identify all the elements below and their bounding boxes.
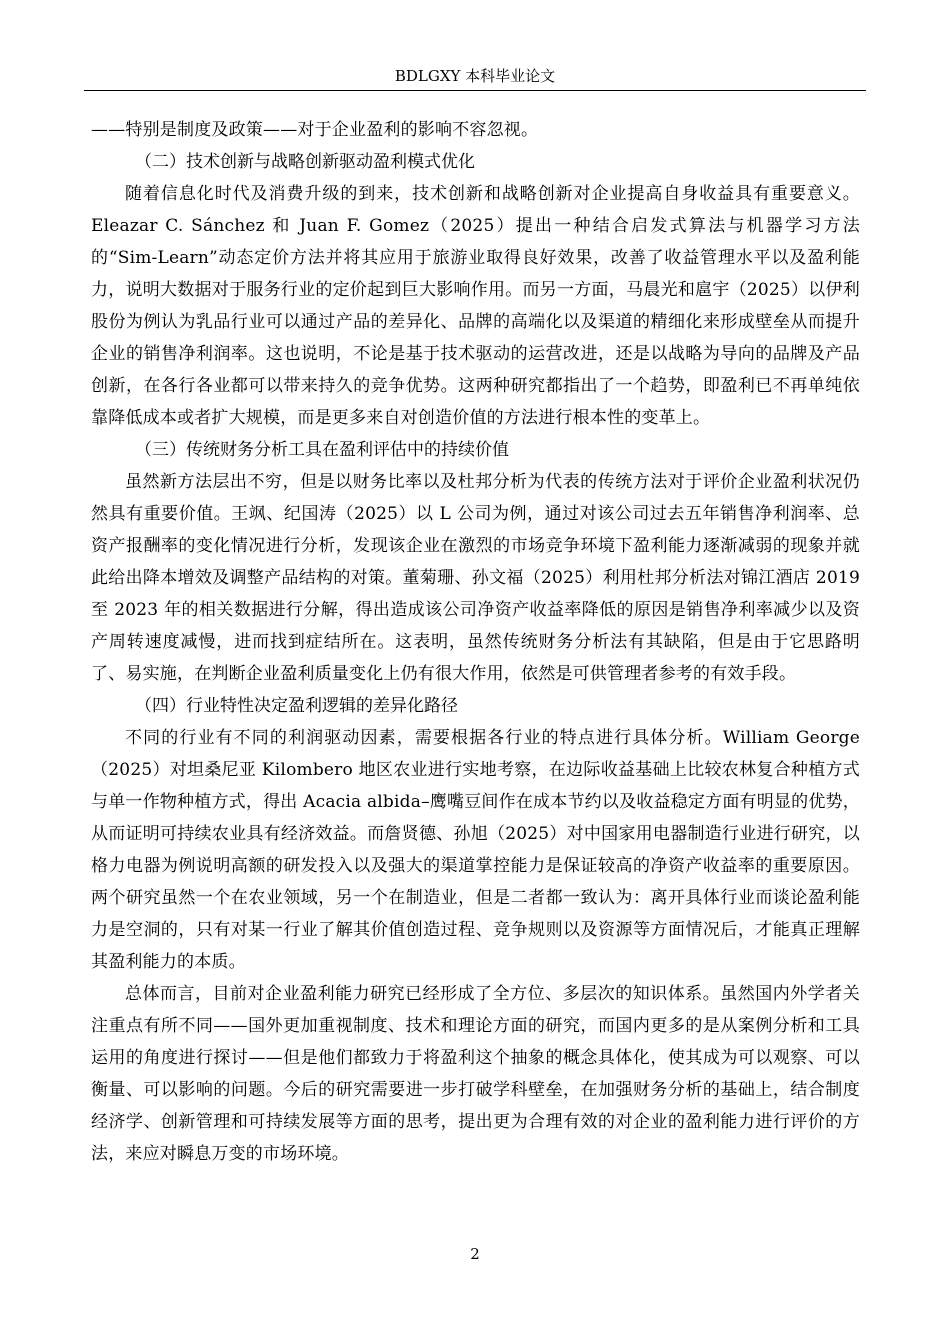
page-body bbox=[91, 114, 860, 1170]
section-heading-2: （二）技术创新与战略创新驱动盈利模式优化 bbox=[135, 152, 475, 172]
paragraph-summary: 总体而言，目前对企业盈利能力研究已经形成了全方位、多层次的知识体系。虽然国内外学者关注重点有所不同——国外更加重视制度、技术和理论方面的研究，而国内更多的是从案例分析和工具运用的角度进行探讨——但是他们都致力于将盈利这个抽象的概念具体化，使其成为可以观察、可以衡量、可以影响的问题。今后的研究需要进一步打破学科壁垒，在加强财务分析的基础上，结合制度经济学、创新管理和可持续发展等方面的思考，提出更为合理有效的对企业的盈利能力进行评价的方法，来应对瞬息万变的市场环境。 bbox=[91, 984, 860, 1164]
paragraph-continuation: ——特别是制度及政策——对于企业盈利的影响不容忽视。 bbox=[91, 120, 539, 140]
section-heading-4: （四）行业特性决定盈利逻辑的差异化路径 bbox=[135, 696, 458, 716]
page-number: 2 bbox=[470, 1245, 480, 1263]
paragraph-industry-specifics: 不同的行业有不同的利润驱动因素，需要根据各行业的特点进行具体分析。William George（2025）对坦桑尼亚 Kilombero 地区农业进行实地考察，在边际收益基础上比较农林复合种植方式与单一作物种植方式，得出 Acacia albida–鹰嘴豆间作在成本节约以及收益稳定方面有明显的优势，从而证明可持续农业具有经济效益。而詹贤德、孙旭（2025）对中国家用电器制造行业进行研究，以格力电器为例说明高额的研发投入以及强大的渠道掌控能力是保证较高的净资产收益率的重要原因。两个研究虽然一个在农业领域，另一个在制造业，但是二者都一致认为：离开具体行业而谈论盈利能力是空洞的，只有对某一行业了解其价值创造过程、竞争规则以及资源等方面情况后，才能真正理解其盈利能力的本质。 bbox=[91, 728, 860, 972]
section-heading-3: （三）传统财务分析工具在盈利评估中的持续价值 bbox=[135, 440, 509, 460]
paragraph-traditional-analysis: 虽然新方法层出不穷，但是以财务比率以及杜邦分析为代表的传统方法对于评价企业盈利状况仍然具有重要价值。王飒、纪国涛（2025）以 L 公司为例，通过对该公司过去五年销售净利润率、总资产报酬率的变化情况进行分析，发现该企业在激烈的市场竞争环境下盈利能力逐渐减弱的现象并就此给出降本增效及调整产品结构的对策。董菊珊、孙文福（2025）利用杜邦分析法对锦江酒店 2019 至 2023 年的相关数据进行分解，得出造成该公司净资产收益率降低的原因是销售净利率减少以及资产周转速度减慢，进而找到症结所在。这表明，虽然传统财务分析法有其缺陷，但是由于它思路明了、易实施，在判断企业盈利质量变化上仍有很大作用，依然是可供管理者参考的有效手段。 bbox=[91, 472, 860, 684]
paragraph-tech-innovation: 随着信息化时代及消费升级的到来，技术创新和战略创新对企业提高自身收益具有重要意义。Eleazar C. Sánchez 和 Juan F. Gomez（2025）提出一种结合启发式算法与机器学习方法的“Sim-Learn”动态定价方法并将其应用于旅游业取得良好效果，改善了收益管理水平以及盈利能力，说明大数据对于服务行业的定价起到巨大影响作用。而另一方面，马晨光和扈宇（2025）以伊利股份为例认为乳品行业可以通过产品的差异化、品牌的高端化以及渠道的精细化来形成壁垒从而提升企业的销售净利润率。这也说明，不论是基于技术驱动的运营改进，还是以战略为导向的品牌及产品创新，在各行各业都可以带来持久的竞争优势。这两种研究都指出了一个趋势，即盈利已不再单纯依靠降低成本或者扩大规模，而是更多来自对创造价值的方法进行根本性的变革上。 bbox=[91, 184, 860, 428]
page-header: BDLGXY 本科毕业论文 bbox=[394, 67, 556, 85]
header-rule bbox=[84, 90, 866, 91]
